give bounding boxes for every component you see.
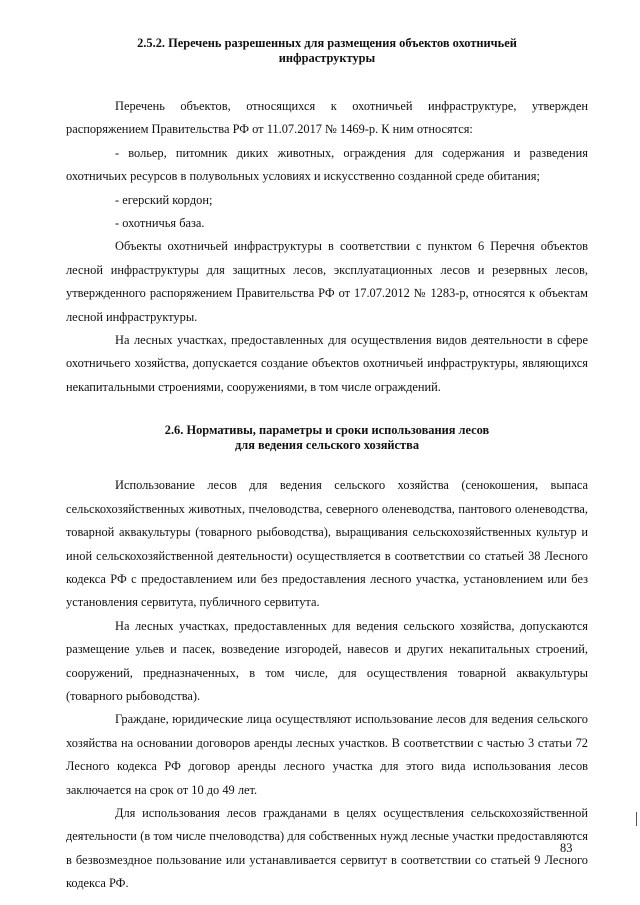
section-2-5-2-heading — [66, 36, 588, 66]
list-item-ranger-post: - егерский кордон; — [115, 192, 213, 207]
page-number: 83 — [560, 841, 573, 855]
paragraph-hunting-plots: На лесных участках, предоставленных для осуществления видов деятельности в сфере охотничьего хозяйства, допускается создание объектов охотничьей инфраструктуры, являющихся некапитальными строениями, сооружениями, в том числе ограждений. — [66, 333, 588, 394]
paragraph-lease-terms: Граждане, юридические лица осуществляют использование лесов для ведения сельского хозяйства на основании договоров аренды лесных участков. В соответствии с частью 3 статьи 72 Лесного кодекса РФ договор аренды лесного участка для этого вида использования лесов заключается на срок от 10 до 49 лет. — [66, 712, 588, 797]
document-page — [66, 36, 588, 896]
list-item-hunting-base: - охотничья база. — [115, 216, 205, 231]
paragraph-forest-infrastructure: Объекты охотничьей инфраструктуры в соответствии с пунктом 6 Перечня объектов лесной инфраструктуры для защитных лесов, эксплуатационных лесов и резервных лесов, утвержденного распоряжением Правительства РФ от 17.07.2012 № 1283-р, относятся к объектам лесной инфраструктуры. — [66, 239, 588, 324]
section-2-5-2-heading-line1: 2.5.2. Перечень разрешенных для размещения объектов охотничьей — [137, 36, 517, 50]
section-2-5-2-heading-line2: инфраструктуры — [278, 51, 376, 65]
paragraph-infrastructure-list-intro: Перечень объектов, относящихся к охотничьей инфраструктуре, утвержден распоряжением Правительства РФ от 11.07.2017 № 1469-р. К ним относятся: — [66, 99, 588, 137]
section-2-6-heading-line1: 2.6. Нормативы, параметры и сроки использования лесов — [164, 423, 490, 438]
section-2-6-heading-line2: для ведения сельского хозяйства — [234, 438, 420, 453]
scan-edge-mark — [636, 812, 637, 826]
section-2-6-heading — [66, 423, 588, 453]
paragraph-agriculture-use: Использование лесов для ведения сельского хозяйства (сенокошения, выпаса сельскохозяйственных животных, пчеловодства, северного оленеводства, пантового оленеводства, товарной аквакультуры (товарного рыбоводства), выращивания сельскохозяйственных культур и иной сельскохозяйственной деятельности) осуществляется в соответствии со статьей 38 Лесного кодекса РФ с предоставлением или без предоставления лесного участка, установлением или без установления сервитута, публичного сервитута. — [66, 478, 588, 610]
paragraph-agriculture-structures: На лесных участках, предоставленных для ведения сельского хозяйства, допускаются размещение ульев и пасек, возведение изгородей, навесов и других некапитальных строений, сооружений, предназначенных, в том числе, для осуществления товарной аквакультуры (товарного рыбоводства). — [66, 618, 588, 703]
paragraph-free-use: Для использования лесов гражданами в целях осуществления сельскохозяйственной деятельности (в том числе пчеловодства) для собственных нужд лесные участки предоставляются в безвозмездное пользование или устанавливается сервитут в соответствии со статьей 9 Лесного кодекса РФ. — [66, 805, 588, 891]
list-item-enclosure: - вольер, питомник диких животных, ограждения для содержания и разведения охотничьих ресурсов в полувольных условиях и искусственно созданной среде обитания; — [66, 145, 588, 184]
